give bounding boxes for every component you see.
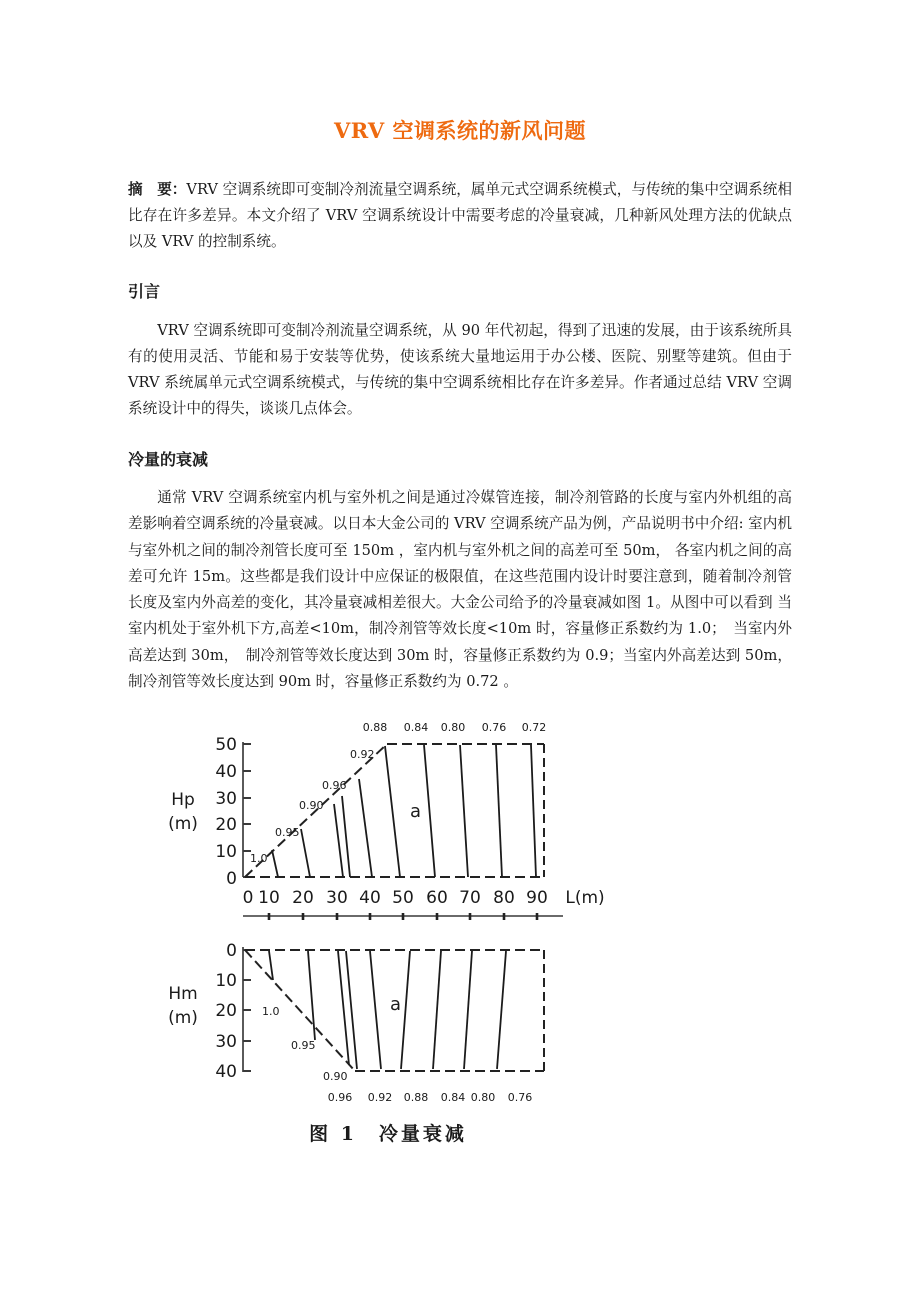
xtick-0: 0 <box>242 888 254 909</box>
upper-contour-0.96b <box>342 796 350 877</box>
upper-diag-label-1.0: 1.0 <box>250 852 268 866</box>
lower-bottom-label-2: 0.88 <box>403 1091 429 1105</box>
upper-ytick-10: 10 <box>215 842 237 863</box>
upper-diag-label-0.95: 0.95 <box>275 826 300 840</box>
lower-ytick-10: 10 <box>215 971 237 992</box>
xtick-10: 10 <box>258 888 280 909</box>
upper-contour-0.76 <box>496 745 502 877</box>
upper-contour-0.80 <box>460 745 468 877</box>
lower-ytick-40: 40 <box>215 1062 237 1083</box>
upper-contour-0.92 <box>359 779 372 877</box>
upper-ytick-50: 50 <box>215 735 237 756</box>
lower-diag-label-0.95: 0.95 <box>291 1039 316 1053</box>
lower-diag-label-0.90: 0.90 <box>323 1070 348 1084</box>
lower-bottom-label-0: 0.96 <box>327 1091 353 1105</box>
section-heading-capacity-decay: 冷量的衰减 <box>128 449 209 469</box>
upper-contour-0.84 <box>424 745 435 877</box>
upper-yaxis-title-line1: Hp <box>171 790 195 811</box>
upper-contour-1.0 <box>272 850 278 877</box>
x-axis-title: L(m) <box>565 888 605 909</box>
section-heading-introduction: 引言 <box>128 282 161 302</box>
upper-chart-y-axis-title <box>168 790 198 834</box>
lower-contour-0.84 <box>433 951 441 1069</box>
lower-yaxis-title-line2: (m) <box>168 1008 198 1029</box>
section-paragraph-introduction: VRV 空调系统即可变制冷剂流量空调系统，从 90 年代初起，得到了迅速的发展，由于该系统所具有的使用灵活、节能和易于安装等优势，使该系统大量地运用于办公楼、医院、别墅等建筑。但由于 VRV 系统属单元式空调系统模式，与传统的集中空调系统相比存在许多差异。作者通过总结 VRV 空调系统设计中的得失，谈谈几点体会。 <box>128 321 792 418</box>
lower-chart-diagonal-labels <box>262 1005 348 1083</box>
upper-contour-0.90 <box>334 804 343 877</box>
lower-bottom-label-3: 0.84 <box>440 1091 466 1105</box>
lower-bottom-label-4: 0.80 <box>470 1091 496 1105</box>
xtick-50: 50 <box>392 888 414 909</box>
upper-ytick-30: 30 <box>215 789 237 810</box>
upper-diag-label-0.92: 0.92 <box>350 748 375 762</box>
lower-chart-bottom-labels <box>328 1091 533 1104</box>
upper-diag-label-0.96: 0.96 <box>322 779 347 793</box>
upper-region-label-a: a <box>410 801 422 823</box>
xtick-30: 30 <box>326 888 348 909</box>
upper-top-label-2: 0.80 <box>440 721 466 735</box>
xtick-90: 90 <box>526 888 548 909</box>
abstract-label: 摘 要： <box>128 181 187 199</box>
upper-chart-diagonal-labels <box>250 748 375 865</box>
lower-chart-y-ticklabels <box>215 941 237 1082</box>
lower-ytick-30: 30 <box>215 1032 237 1053</box>
upper-top-label-4: 0.72 <box>521 721 547 735</box>
upper-ytick-20: 20 <box>215 815 237 836</box>
lower-chart-y-axis-title <box>168 984 198 1028</box>
abstract-paragraph <box>128 177 792 255</box>
lower-contour-0.76 <box>497 951 506 1069</box>
xtick-70: 70 <box>459 888 481 909</box>
section-paragraph-capacity-decay: 通常 VRV 空调系统室内机与室外机之间是通过冷媒管连接，制冷剂管路的长度与室内外机组的高差影响着空调系统的冷量衰减。以日本大金公司的 VRV 空调系统产品为例，产品说明书中介绍: 室内机与室外机之间的制冷剂管长度可至 150m ，室内机与室外机之间的高差可至 50m， 各室内机之间的高差可允许 15m。这些都是我们设计中应保证的极限值，在这些范围内设计时要注意到，随着制冷剂管长度及室内外高差的变化，其冷量衰减相差很大。大金公司给予的冷量衰减如图 1。从图中可以看到 当室内机处于室外机下方,高差<10m，制冷剂管等效长度<10m 时，容量修正系数约为 1.0； 当室内外高差达到 30m， 制冷剂管等效长度达到 30m 时，容量修正系数约为 0.9；当室内外高差达到 50m，制冷剂管等效长度达到 90m 时，容量修正系数约为 0.72 。 <box>128 489 792 690</box>
upper-top-label-1: 0.84 <box>403 721 429 735</box>
lower-chart-y-ticks <box>243 950 251 1071</box>
upper-diag-label-0.90: 0.90 <box>299 799 324 813</box>
lower-contour-0.95 <box>308 951 315 1040</box>
abstract-body: VRV 空调系统即可变制冷剂流量空调系统，属单元式空调系统模式，与传统的集中空调系统相比存在许多差异。本文介绍了 VRV 空调系统设计中需要考虑的冷量衰减，几种新风处理方法的优缺点以及 VRV 的控制系统。 <box>128 181 792 251</box>
upper-top-label-0: 0.88 <box>362 721 388 735</box>
lower-bottom-label-1: 0.92 <box>367 1091 393 1105</box>
figure-1 <box>128 717 792 1146</box>
upper-chart-y-ticklabels <box>215 735 237 889</box>
lower-contour-0.92 <box>370 951 381 1069</box>
lower-contour-0.80 <box>464 951 472 1069</box>
xtick-20: 20 <box>292 888 314 909</box>
upper-ytick-40: 40 <box>215 762 237 783</box>
upper-chart <box>168 721 605 920</box>
xtick-80: 80 <box>493 888 515 909</box>
lower-bottom-label-5: 0.76 <box>507 1091 533 1105</box>
lower-yaxis-title-line1: Hm <box>168 984 198 1005</box>
xtick-40: 40 <box>359 888 381 909</box>
figure-1-caption: 图 1 冷量衰减 <box>309 1123 467 1146</box>
upper-contour-0.72 <box>531 745 536 877</box>
lower-contour-0.88 <box>401 951 410 1069</box>
upper-chart-top-labels <box>363 721 547 734</box>
upper-contour-0.88 <box>385 746 400 877</box>
page-title: VRV 空调系统的新风问题 <box>333 118 587 143</box>
upper-contour-0.95 <box>301 829 310 877</box>
capacity-decay-diagram <box>138 717 638 1117</box>
lower-region-label-a: a <box>390 994 402 1016</box>
figure-1-graphic <box>138 717 638 1117</box>
xtick-60: 60 <box>426 888 448 909</box>
lower-chart <box>168 941 544 1104</box>
lower-ytick-0: 0 <box>226 941 237 962</box>
upper-top-label-3: 0.76 <box>481 721 507 735</box>
upper-chart-x-ticklabels <box>243 888 605 908</box>
upper-ytick-0: 0 <box>226 869 237 890</box>
lower-ytick-20: 20 <box>215 1001 237 1022</box>
lower-diag-label-1.0: 1.0 <box>262 1005 280 1019</box>
upper-yaxis-title-line2: (m) <box>168 814 198 835</box>
